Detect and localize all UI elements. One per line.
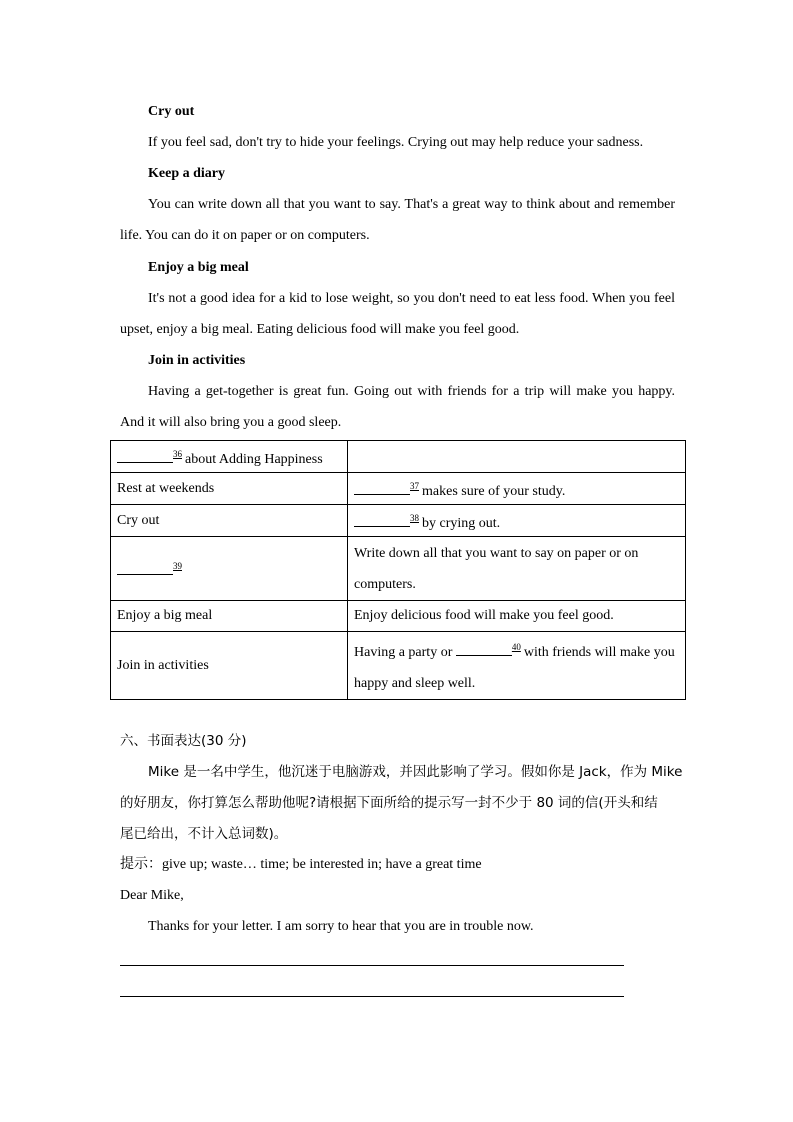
cell-text: Having a party or [354,645,453,660]
section-title: 六、书面表达(30 分) [120,733,247,749]
table-cell [348,537,686,601]
paragraph-line: And it will also bring you a good sleep. [120,415,342,430]
letter-salutation: Dear Mike, [120,888,184,903]
cell-text: with friends will make you [523,645,675,660]
writing-line[interactable] [120,996,624,997]
cell-text: computers. [354,576,416,592]
prompt-line: 的好朋友，你打算怎么帮助他呢?请根据下面所给的提示写一封不少于 80 词的信(开头和结 [120,795,658,811]
summary-table [110,440,686,700]
answer-blank-37[interactable] [354,480,410,495]
table-row [111,473,686,505]
table-cell [348,441,686,473]
prompt-line: 尾已给出，不计入总词数)。 [120,826,288,842]
table-row [111,505,686,537]
table-cell: Enjoy a big meal [111,601,348,632]
question-number: 36 [173,448,182,459]
letter-opening: Thanks for your letter. I am sorry to hear that you are in trouble now. [148,919,534,934]
cell-text: Write down all that you want to say on paper or on [354,545,639,561]
question-number: 37 [410,480,419,491]
table-cell [348,473,686,505]
answer-blank-38[interactable] [354,512,410,527]
writing-line[interactable] [120,965,624,966]
table-cell [111,441,348,473]
table-cell [111,537,348,601]
paragraph-line: It's not a good idea for a kid to lose weight, so you don't need to eat less food. When you feel [148,291,675,306]
answer-blank-40[interactable] [456,641,512,656]
prompt-line: Mike 是一名中学生，他沉迷于电脑游戏，并因此影响了学习。假如你是 Jack，作为 Mike [148,764,683,780]
table-cell: Rest at weekends [111,473,348,505]
section-heading: Keep a diary [148,166,225,181]
table-cell: Enjoy delicious food will make you feel good. [348,601,686,632]
answer-blank-36[interactable] [117,448,173,463]
section-heading: Join in activities [148,353,246,368]
cell-text: about Adding Happiness [185,451,323,467]
table-cell: Cry out [111,505,348,537]
table-cell [348,505,686,537]
table-row [111,601,686,632]
section-heading: Enjoy a big meal [148,260,249,275]
answer-blank-39[interactable] [117,560,173,575]
paragraph-line: upset, enjoy a big meal. Eating delicious food will make you feel good. [120,322,520,337]
cell-text: makes sure of your study. [422,483,566,499]
table-row [111,632,686,700]
table-row [111,441,686,473]
section-heading: Cry out [148,104,195,119]
paragraph-line: life. You can do it on paper or on computers. [120,228,370,243]
question-number: 39 [173,560,182,571]
table-row [111,537,686,601]
question-number: 40 [511,642,521,652]
paragraph-line: If you feel sad, don't try to hide your feelings. Crying out may help reduce your sadness. [148,135,644,150]
question-number: 38 [410,512,419,523]
cell-text: happy and sleep well. [354,676,476,691]
table-cell: Join in activities [111,632,348,700]
paragraph-line: Having a get-together is great fun. Going out with friends for a trip will make you happy. [148,384,675,399]
cell-text: by crying out. [422,515,501,531]
paragraph-line: You can write down all that you want to say. That's a great way to think about and remember [148,197,675,212]
table-cell [348,632,686,700]
hint-line: 提示：give up; waste… time; be interested in; have a great time [120,857,482,872]
